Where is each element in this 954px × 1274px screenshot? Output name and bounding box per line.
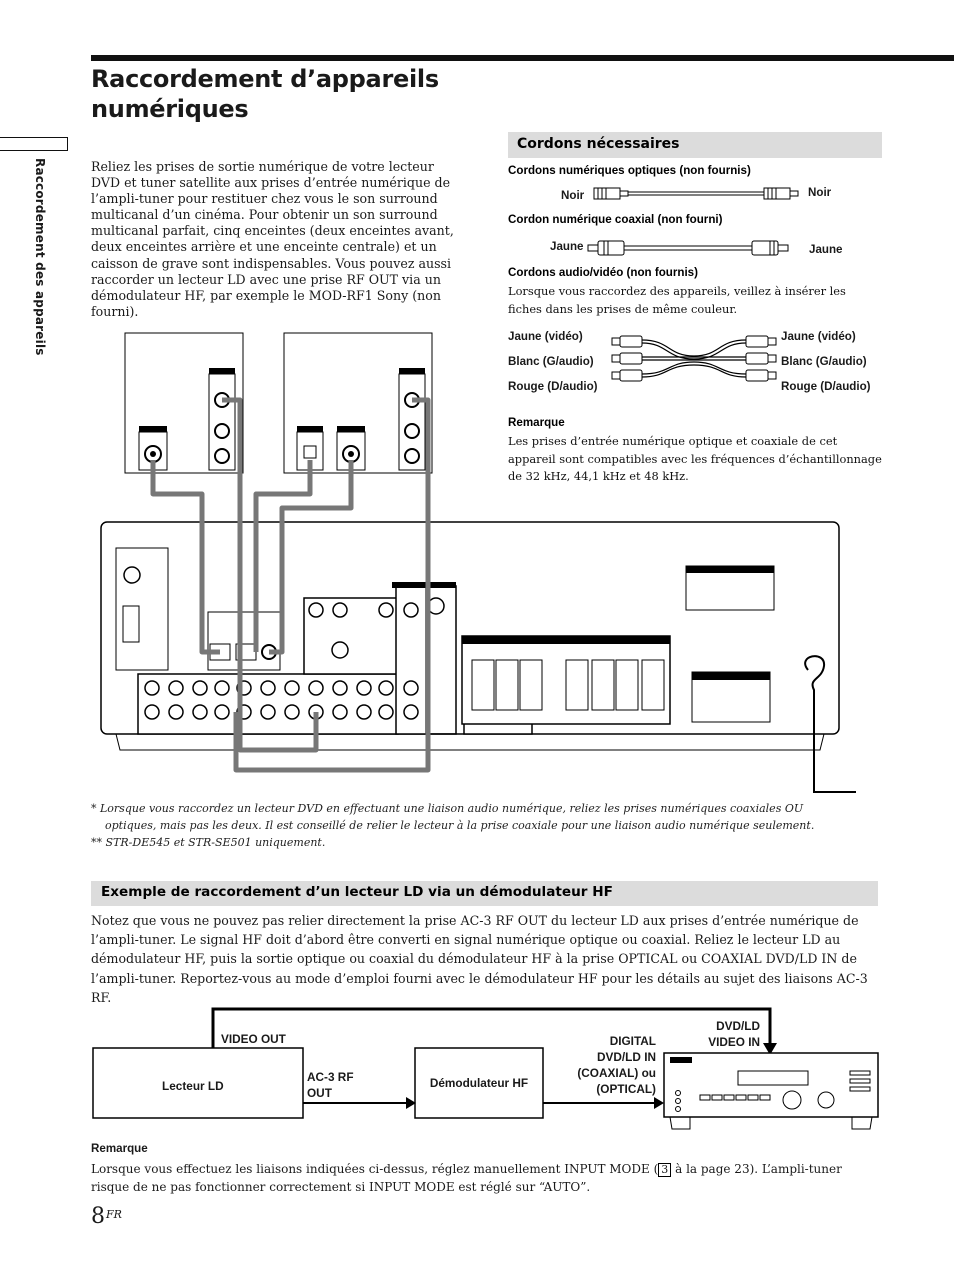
av-left-white-label: Blanc (G/audio)	[508, 355, 594, 368]
video-out-label: VIDEO OUT	[221, 1032, 286, 1046]
av-right-white-label: Blanc (G/audio)	[781, 355, 867, 368]
av-cord-description: Lorsque vous raccordez des appareils, veillez à insérer les fiches dans les prises de même couleur.	[508, 284, 846, 316]
coaxial-cable-icon	[588, 238, 800, 260]
note-text-before: Lorsque vous effectuez les liaisons indiquées ci-dessus, réglez manuellement INPUT MODE (	[91, 1162, 659, 1176]
footnote-dvd: * Lorsque vous raccordez un lecteur DVD en effectuant une liaison audio numérique, reliez les prises numériques coaxiales OU optiques, mais pas les deux. Il est conseillé de relier le lecteur à la prise coaxiale pour une liaison audio numérique seulement.	[91, 802, 815, 832]
coaxial-left-label: Jaune	[550, 240, 584, 253]
note-text	[91, 1160, 881, 1196]
note-step-number: 3	[658, 1163, 671, 1177]
optical-cord-title: Cordons numériques optiques (non fournis)	[508, 164, 751, 177]
page-title: Raccordement d’appareils numériques	[91, 65, 439, 123]
av-right-red-label: Rouge (D/audio)	[781, 380, 871, 393]
example-paragraph: Notez que vous ne pouvez pas relier directement la prise AC-3 RF OUT du lecteur LD aux prises d’entrée numérique de l’ampli-tuner. Le signal HF doit d’abord être converti en signal numérique optique ou coaxial. Reliez le lecteur LD au démodulateur HF, puis la sortie optique ou coaxial du démodulateur HF à la prise OPTICAL ou COAXIAL DVD/LD IN de l’ampli-tuner. Reportez-vous au mode d’emploi fourni avec le démodulateur HF pour les détails au sujet des liaisons AC-3 RF.	[91, 913, 868, 1005]
cords-remark-text: Les prises d’entrée numérique optique et coaxiale de cet appareil sont compatibles avec les fréquences d’échantillonnage de 32 kHz, 44,1 kHz et 48 kHz.	[508, 434, 882, 483]
cords-heading: Cordons nécessaires	[508, 132, 882, 158]
coaxial-cord-title: Cordon numérique coaxial (non fourni)	[508, 213, 723, 226]
side-tab-label: Raccordement des appareils	[33, 158, 47, 356]
cords-remark-title: Remarque	[508, 416, 565, 429]
av-right-video-label: Jaune (vidéo)	[781, 330, 856, 343]
ld-connection-diagram	[90, 1005, 890, 1135]
page-number-value: 8	[91, 1204, 105, 1229]
av-left-video-label: Jaune (vidéo)	[508, 330, 583, 343]
optical-left-label: Noir	[561, 189, 585, 202]
note-text-after: à la page 23). L’ampli-tuner risque de ne pas fonctionner correctement si INPUT MODE est réglé sur “AUTO”.	[91, 1162, 842, 1194]
page-number	[91, 1204, 121, 1229]
optical-right-label: Noir	[808, 186, 832, 199]
digital-dvd-ld-in-label: DIGITAL DVD/LD IN (COAXIAL) ou (OPTICAL)	[577, 1034, 656, 1096]
page-suffix: FR	[106, 1208, 122, 1221]
optical-cable-icon	[592, 184, 804, 204]
coaxial-right-label: Jaune	[809, 243, 843, 256]
footnote-models: ** STR-DE545 et STR-SE501 uniquement.	[91, 836, 326, 849]
dvd-ld-video-in-label: DVD/LD VIDEO IN	[708, 1019, 760, 1049]
av-left-red-label: Rouge (D/audio)	[508, 380, 598, 393]
ld-player-label: Lecteur LD	[162, 1079, 224, 1093]
intro-paragraph: Reliez les prises de sortie numérique de votre lecteur DVD et tuner satellite aux prises d’entrée numérique de l’ampli-tuner pour restituer chez vous le son surround multicanal d’un cinéma. Pour obtenir un son surround multicanal parfait, cinq enceintes (deux enceintes avant, deux enceintes arrière et une enceinte centrale) et un caisson de grave sont indispensables. Vous pouvez aussi raccorder un lecteur LD avec une prise RF OUT via un démodulateur HF, par exemple le MOD-RF1 Sony (non fourni).	[91, 159, 454, 319]
ac3-rf-out-label: AC-3 RF OUT	[307, 1070, 354, 1100]
rear-panel-diagram	[96, 330, 866, 800]
note-title: Remarque	[91, 1142, 148, 1155]
side-tab-marker	[0, 137, 68, 151]
example-heading: Exemple de raccordement d’un lecteur LD via un démodulateur HF	[91, 881, 878, 906]
av-cord-title: Cordons audio/vidéo (non fournis)	[508, 266, 698, 279]
top-rule	[91, 55, 954, 61]
demodulator-label: Démodulateur HF	[429, 1076, 529, 1090]
